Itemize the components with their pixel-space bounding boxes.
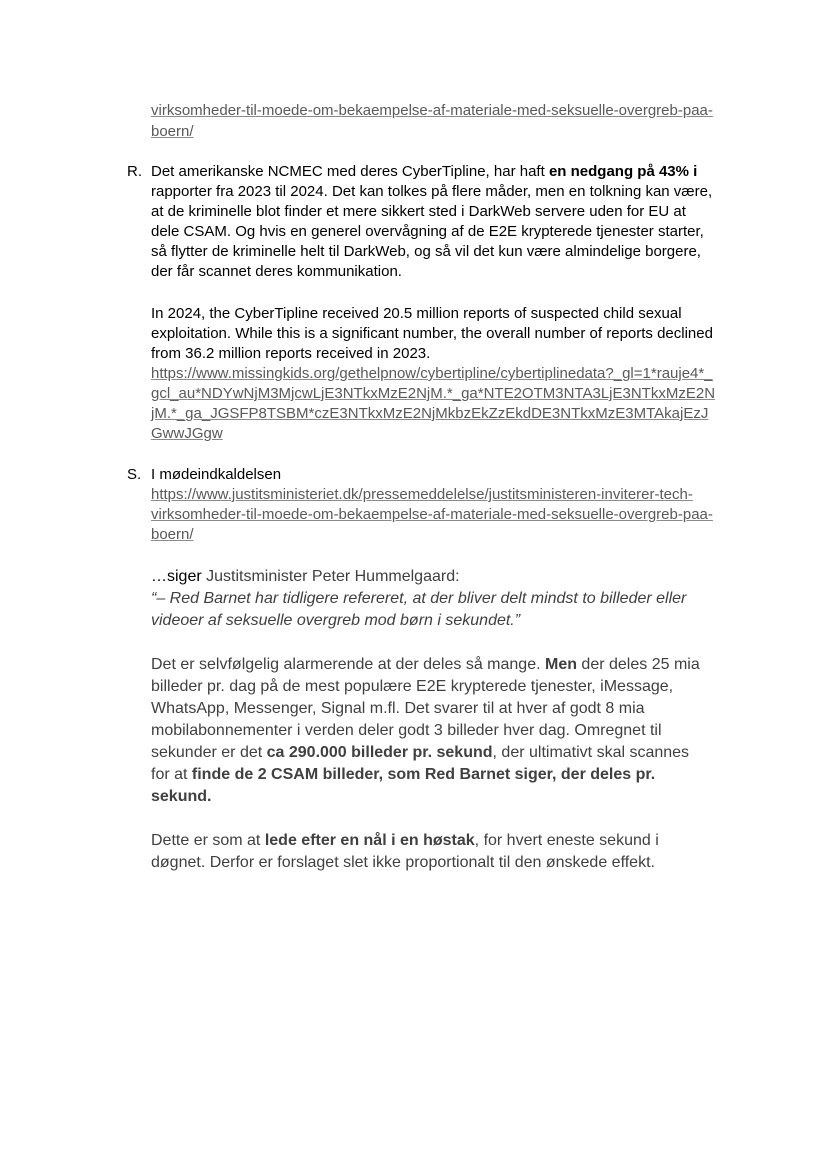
reference-link-line[interactable]: boern/: [151, 526, 194, 543]
quote-intro: [151, 566, 460, 588]
text-run: der deles 25 mia: [576, 656, 700, 673]
paragraph-line: [151, 162, 697, 182]
bold-text-run: lede efter en nål i en høstak: [264, 832, 475, 849]
text-run: Det amerikanske NCMEC med deres CyberTipline, har haft: [151, 163, 549, 180]
reference-link-line[interactable]: jM.*_ga_JGSFP8TSBM*czE3NTkxMzE2NjMkbzEkZzEkdDE3NTkxMzE3MTAkajEzJ: [151, 405, 709, 422]
text-run: Det er selvfølgelig alarmerende at der deles så mange.: [151, 656, 545, 673]
bold-text-run: Men: [544, 656, 577, 673]
paragraph-line: [151, 654, 700, 676]
reference-link-line[interactable]: https://www.missingkids.org/gethelpnow/cybertipline/cybertiplinedata?_gl=1*rauje4*_: [151, 365, 713, 382]
paragraph-line: dele CSAM. Og hvis en generel overvågning af de E2E krypterede tjenester starter,: [151, 223, 704, 240]
text-run: , for hvert eneste sekund i: [474, 832, 659, 849]
text-run: …siger: [151, 568, 202, 585]
paragraph-line: så flytter de kriminelle helt til DarkWeb, og så vil det kun være almindelige borgere,: [151, 243, 701, 260]
bold-text-run: finde de 2 CSAM billeder, som Red Barnet siger, der deles pr.: [191, 766, 656, 783]
list-marker-s: S.: [127, 466, 142, 483]
text-run: Justitsminister Peter Hummelgaard:: [201, 568, 460, 585]
text-run: Dette er som at: [151, 832, 265, 849]
paragraph-line: WhatsApp, Messenger, Signal m.fl. Det svarer til at hver af godt 8 mia: [151, 700, 645, 717]
bold-text-run: en nedgang på 43% i: [548, 163, 698, 180]
paragraph-line: exploitation. While this is a significant number, the overall number of reports declined: [151, 325, 713, 342]
paragraph-line: der får scannet deres kommunikation.: [151, 263, 402, 280]
paragraph-line: In 2024, the CyberTipline received 20.5 million reports of suspected child sexual: [151, 305, 682, 322]
paragraph-line: [151, 764, 655, 786]
paragraph-line: from 36.2 million reports received in 2023.: [151, 345, 431, 362]
paragraph-line: at de kriminelle blot finder et mere sikkert sted i DarkWeb servere uden for EU at: [151, 203, 686, 220]
paragraph-line: [151, 830, 659, 852]
reference-link-line[interactable]: GwwJGgw: [151, 425, 223, 442]
paragraph-line: rapporter fra 2023 til 2024. Det kan tolkes på flere måder, men en tolkning kan være,: [151, 183, 713, 200]
list-marker-r: R.: [127, 163, 142, 180]
paragraph-line: [151, 742, 689, 764]
reference-link-line[interactable]: virksomheder-til-moede-om-bekaempelse-af-materiale-med-seksuelle-overgreb-paa-: [151, 506, 713, 523]
paragraph-line: billeder pr. dag på de mest populære E2E krypterede tjenester, iMessage,: [151, 678, 674, 695]
reference-link-line[interactable]: https://www.justitsministeriet.dk/pressemeddelelse/justitsministeren-inviterer-tech-: [151, 486, 693, 503]
paragraph-line: mobilabonnementer i verden deler godt 3 billeder hver dag. Omregnet til: [151, 722, 662, 739]
quote-line: “– Red Barnet har tidligere refereret, at der bliver delt mindst to billeder eller: [151, 590, 687, 607]
paragraph-line: sekund.: [151, 788, 212, 805]
reference-link-line[interactable]: gcl_au*NDYwNjM3MjcwLjE3NTkxMzE2NjM.*_ga*NTE2OTM3NTA3LjE3NTkxMzE2N: [151, 385, 716, 402]
section-heading: I mødeindkaldelsen: [151, 466, 282, 483]
reference-link-line[interactable]: boern/: [151, 123, 194, 140]
quote-line: videoer af seksuelle overgreb mod børn i sekundet.”: [151, 612, 521, 629]
text-run: , der ultimativt skal scannes: [492, 744, 690, 761]
reference-link-line[interactable]: virksomheder-til-moede-om-bekaempelse-af-materiale-med-seksuelle-overgreb-paa-: [151, 102, 713, 119]
text-run: for at: [151, 766, 192, 783]
bold-text-run: ca 290.000 billeder pr. sekund: [266, 744, 493, 761]
text-run: sekunder er det: [151, 744, 267, 761]
paragraph-line: døgnet. Derfor er forslaget slet ikke proportionalt til den ønskede effekt.: [151, 854, 655, 871]
